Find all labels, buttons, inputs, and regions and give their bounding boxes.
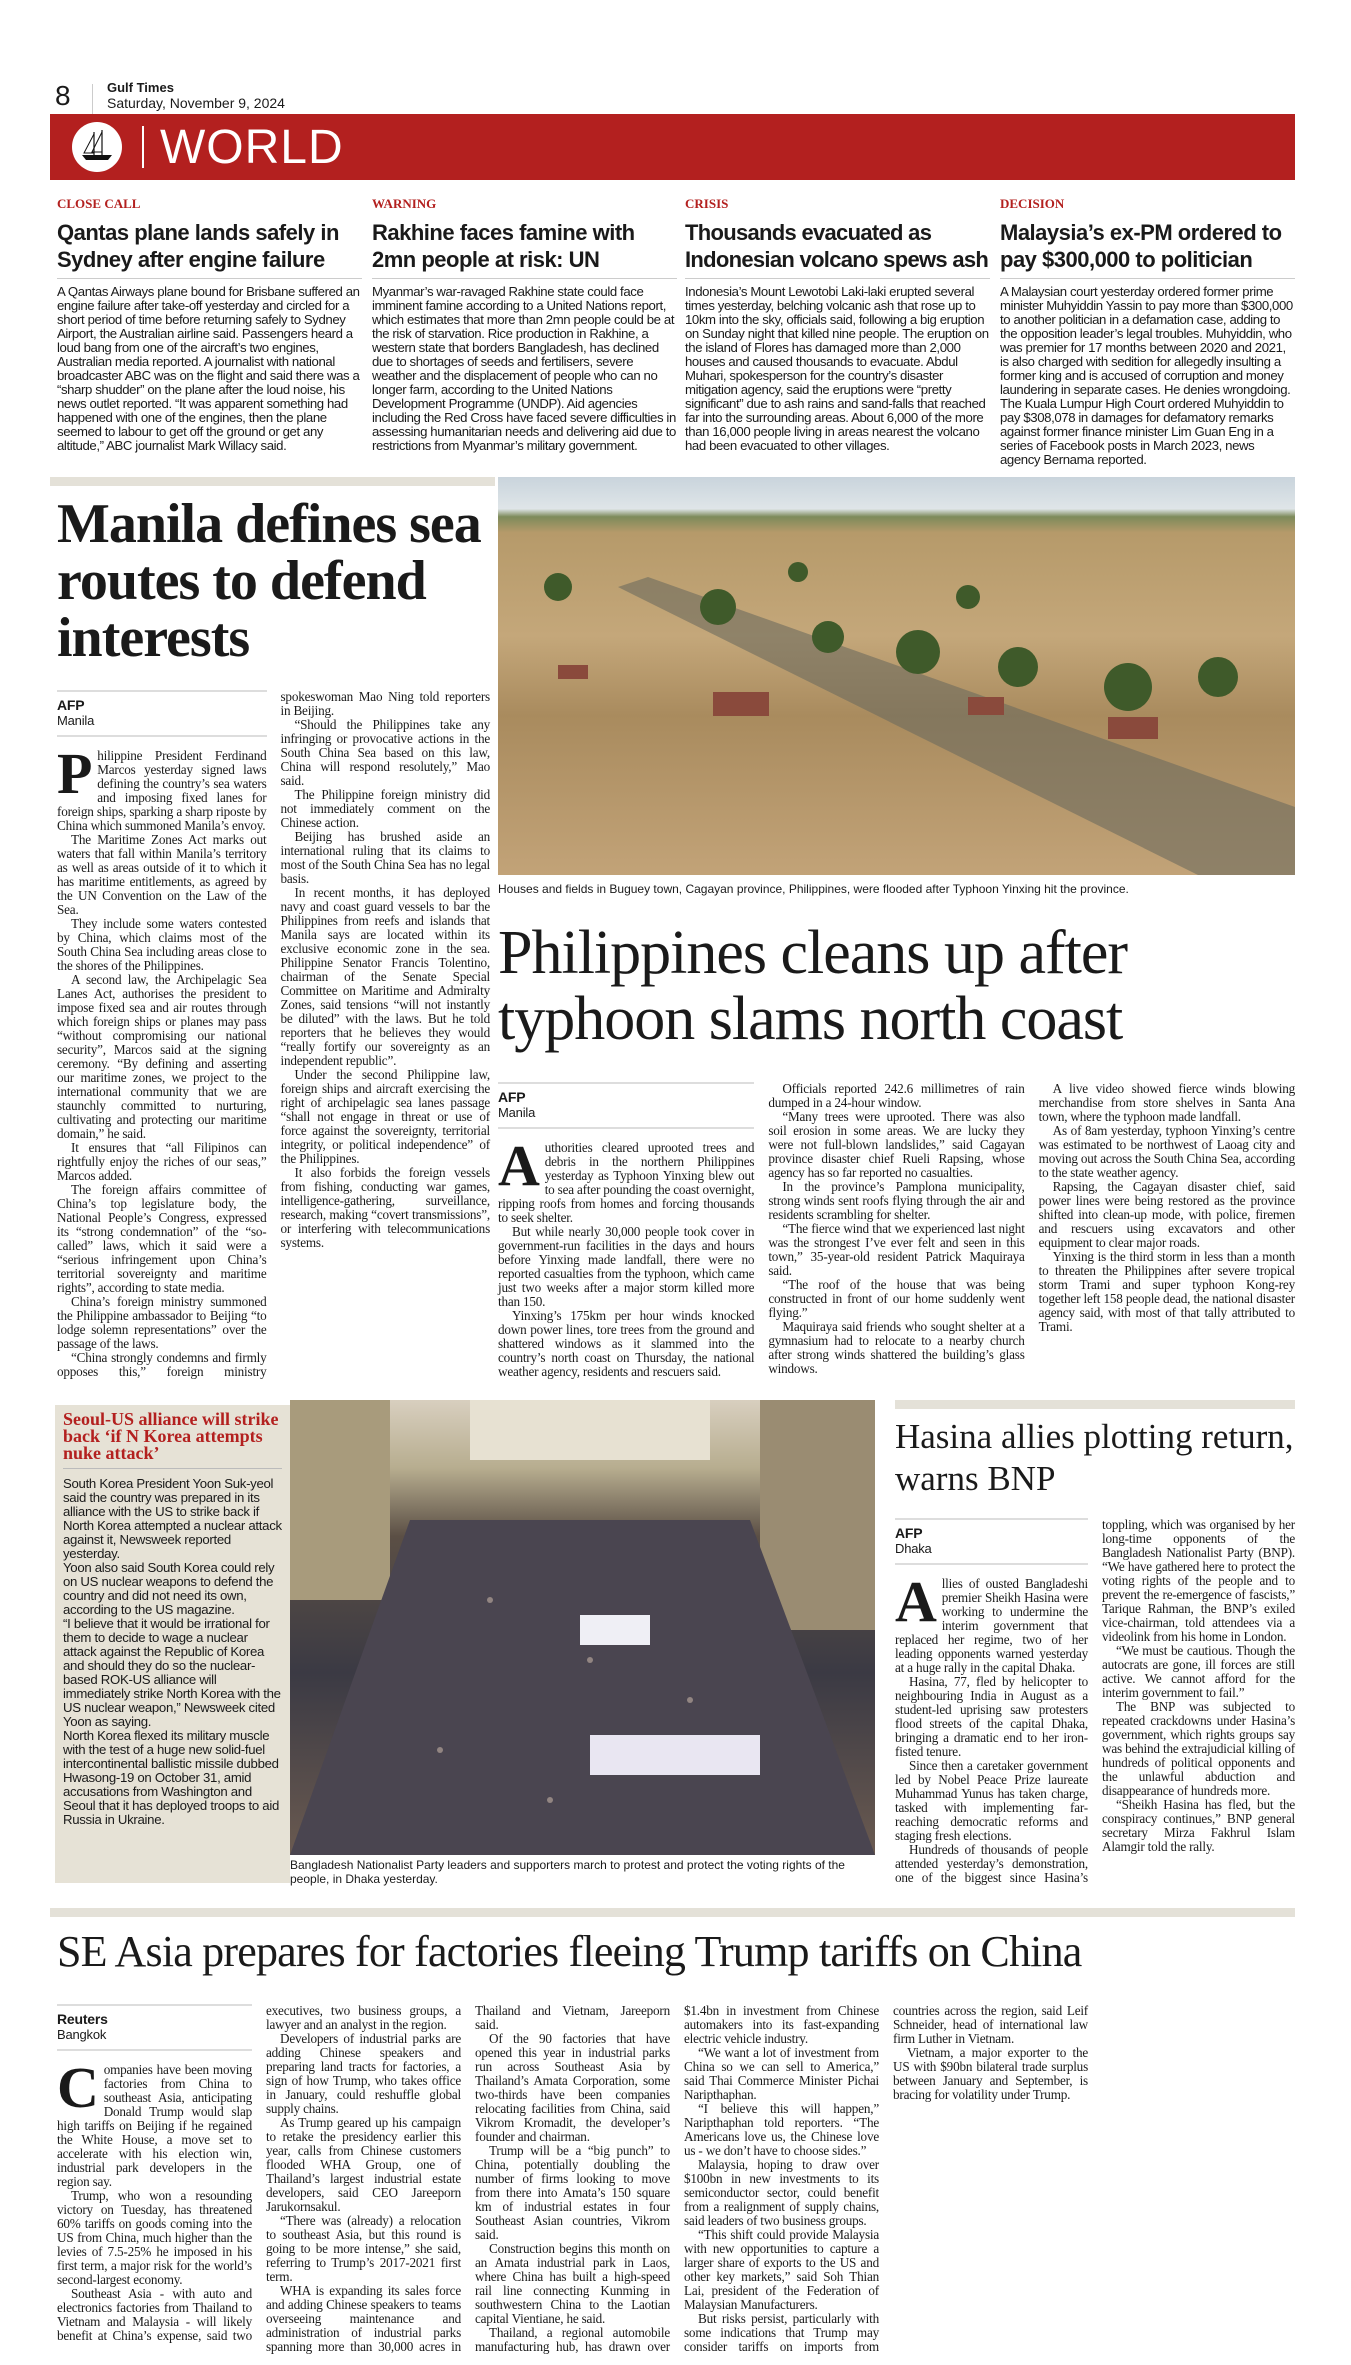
seasia-body — [57, 2004, 1297, 2354]
paragraph-text: llies of ousted Bangladeshi premier Sheikh Hasina were working to undermine the interim government that replaced her regime, two of her leading opponents warned yesterday at a huge rally in the capital Dhaka. — [895, 1576, 1088, 1675]
protest-photo — [290, 1400, 875, 1855]
issue-date: Saturday, November 9, 2024 — [107, 95, 285, 111]
paragraph-text: Vietnam, a major exporter to the US with $90bn bilateral trade surplus between January and September, is bracing for volatility under Trump. — [893, 2045, 1088, 2102]
flood-caption: Houses and fields in Buguey town, Cagayan province, Philippines, were flooded after Typhoon Yinxing hit the province. — [498, 882, 1129, 896]
brief-text: A Qantas Airways plane bound for Brisbane suffered an engine failure after take-off yesterday and circled for a short period of time before returning safely to Sydney Airport, the Australian airline said. Passengers heard a loud bang from one of the aircraft’s two engines, Australian media reported. A journalist with national broadcaster ABC was on the flight and said there was a “sharp shudder” on the plane after the loud noise, his news outlet reported. “It was apparent something had happened with one of the engines, then the plane seemed to labour to get off the ground or get any altitude,” ABC journalist Mark Willacy said. — [57, 284, 360, 453]
brief-text: A Malaysian court yesterday ordered former prime minister Muhyiddin Yassin to pay more than $300,000 to another politician in a defamation case, adding to the opposition leader’s legal troubles. Muhyiddin, who was premier for 17 months between 2020 and 2021, is also charged with sedition for allegedly insulting a former king and is accused of corruption and money laundering in separate cases. He denies wrongdoing. The Kuala Lumpur High Court ordered Muhyiddin to pay $308,078 in damages for defamatory remarks against former finance minister Lim Guan Eng in a series of Facebook posts in March 2023, news agency Bernama reported. — [1000, 284, 1293, 467]
paragraph — [266, 2116, 461, 2214]
paragraph-text: “We must be cautious. Though the autocrats are gone, ill forces are still active. We cannot afford for the interim government to fail.” — [1102, 1643, 1295, 1700]
paragraph — [281, 886, 491, 1068]
paragraph-text: In the province’s Pamplona municipality, strong winds sent roofs flying through the air and residents scrambling for shelter. — [768, 1179, 1025, 1222]
paragraph — [57, 741, 267, 833]
kicker: CLOSE CALL — [57, 196, 141, 211]
paragraph — [63, 1729, 282, 1827]
paragraph-text: Trump will be a “big punch” to China, potentially doubling the number of firms looking to move from there into Amata’s 150 square km of industrial estates in four Southeast Asian countries, Vikrom said. — [475, 2143, 670, 2242]
paragraph — [498, 1309, 754, 1379]
brief-headline: Qantas plane lands safely in Sydney after engine failure — [57, 220, 339, 272]
kicker: WARNING — [372, 196, 437, 211]
divider — [895, 1400, 1295, 1409]
dateline: Dhaka — [895, 1541, 932, 1556]
paragraph — [475, 2242, 670, 2326]
section-title: WORLD — [160, 121, 344, 174]
paragraph — [63, 1617, 282, 1729]
divider — [92, 84, 93, 114]
paragraph-text: “Many trees were uprooted. There was also soil erosion in some areas. We are lucky they were not full-blown landslides,” said Cagayan province disaster chief Rueli Rapsing, whose agency has so far reported no casualties. — [768, 1109, 1025, 1180]
paragraph — [1039, 1180, 1295, 1250]
paragraph — [768, 1110, 1024, 1180]
paragraph — [57, 973, 267, 1141]
paragraph-text: Thailand, a regional automobile manufacturing hub, has drawn over $1.4bn in investment from Chinese automakers into its fast-expanding electric vehicle industry. — [475, 2003, 879, 2354]
paragraph-text: hilippine President Ferdinand Marcos yesterday signed laws defining the country’s sea waters and imposing fixed lanes for foreign ships, sparking a sharp riposte by China which summoned Manila’s envoy. — [57, 748, 267, 833]
paragraph — [57, 1183, 267, 1295]
divider — [50, 1908, 1295, 1917]
brief-headline: Malaysia’s ex-PM ordered to pay $300,000 to politician — [1000, 220, 1282, 272]
paragraph-text: WHA is expanding its sales force and adding Chinese speakers to teams overseeing maintenance and administration of industrial parks spanning more than 30,000 acres in Thailand and Vietnam, Jareeporn said. — [266, 2003, 670, 2354]
paragraph-text: Hundreds of thousands of people attended yesterday’s demonstration, one of the biggest since Hasina’s toppling, which was organised by her long-time opponents of the Bangladesh Nationalist Party (BNP). “We have gathered here to protect the voting rights of the people and to prevent the re-emergence of fascists,” Tarique Rahman, the BNP’s exiled vice-chairman, told attendees via a videolink from his home in London. — [895, 1517, 1295, 1885]
byline — [57, 690, 267, 737]
paragraph — [1102, 1700, 1295, 1798]
paragraph — [1039, 1082, 1295, 1124]
paragraph-text: Yinxing is the third storm in less than a month to threaten the Philippines after severe tropical storm Trami and super typhoon Kong-rey together left 158 people dead, the national disaster agency said, with most of that tally attributed to Trami. — [1038, 1249, 1295, 1334]
paragraph — [498, 1133, 755, 1225]
paragraph — [57, 917, 267, 973]
paragraph — [281, 1068, 491, 1166]
paragraph-text: It ensures that “all Filipinos can rightfully enjoy the riches of our seas,” Marcos added. — [57, 1140, 267, 1183]
paragraph-text: Since then a caretaker government led by Nobel Peace Prize laureate Muhammad Yunus has taken charge, tasked with implementing far-reaching democratic reforms and staging fresh elections. — [895, 1758, 1088, 1843]
paragraph-text: “This shift could provide Malaysia with new opportunities to capture a larger share of exports to the US and other key markets,” said Soh Thian Lai, president of the Federation of Malaysian Manufacturers. — [684, 2227, 879, 2312]
agency: AFP — [498, 1089, 526, 1105]
manila-headline: Manila defines sea routes to defend interests — [57, 493, 481, 669]
protest-caption: Bangladesh Nationalist Party leaders and supporters march to protest and protect the voting rights of the people, in Dhaka yesterday. — [290, 1858, 845, 1886]
seasia-headline: SE Asia prepares for factories fleeing Trump tariffs on China — [57, 1927, 1082, 1976]
paragraph — [1102, 1644, 1295, 1700]
paragraph-text: “There was (already) a relocation to southeast Asia, but this round is going to be more intense,” she said, referring to Trump’s 2017-2021 first term. — [266, 2213, 461, 2284]
paragraph — [57, 1141, 267, 1183]
dateline: Bangkok — [57, 2027, 107, 2042]
paragraph — [1102, 1798, 1295, 1854]
drop-cap: P — [57, 741, 93, 806]
paragraph-text: “I believe this will happen,” Naripthaphan told reporters. “The Americans love us, the Chinese love us - we don’t have to choose sides.” — [684, 2101, 879, 2158]
seoul-sidebar — [55, 1405, 290, 1883]
dateline: Manila — [57, 713, 95, 728]
paragraph-text: “The roof of the house that was being constructed in front of our home suddenly went flying.” — [768, 1277, 1025, 1320]
paragraph — [895, 1675, 1088, 1759]
paragraph — [768, 1180, 1024, 1222]
brief-text: Myanmar’s war-ravaged Rakhine state could face imminent famine according to a United Nations report, which estimates that more than 2mn people could be at the risk of starvation. Rice production in Rakhine, a western state that borders Bangladesh, has declined due to shortages of seeds and fertilisers, severe weather and the displacement of people who can no longer farm, according to the United Nations Development Programme (UNDP). Aid agencies including the Red Cross have faced severe difficulties in assessing humanitarian needs and delivering aid due to restrictions from Myanmar’s military government. — [372, 284, 676, 453]
paragraph-text: The BNP was subjected to repeated crackdowns under Hasina’s government, which rights groups say was behind the extrajudicial killing of hundreds of political opponents and the unlawful abduction and disappearance of hundreds more. — [1102, 1699, 1295, 1798]
paragraph-text: Trump, who won a resounding victory on Tuesday, has threatened 60% tariffs on goods coming into the US from China, much higher than the levies of 7.5-25% he imposed in his first term, a major risk for the world’s second-largest economy. — [57, 2188, 252, 2287]
agency: AFP — [57, 697, 85, 713]
section-banner — [50, 114, 1295, 180]
paragraph — [266, 2214, 461, 2284]
paragraph-text: Construction begins this month on an Amata industrial park in Laos, where China has built a high-speed rail line connecting Kunming in southwestern China to the Laotian capital Vientiane, he said. — [475, 2241, 670, 2326]
drop-cap: C — [57, 2055, 99, 2120]
paragraph-text: uthorities cleared uprooted trees and debris in the northern Philippines yesterday as Typhoon Yinxing blew out to sea after pounding the coast overnight, ripping roofs from homes and forcing thousands to seek shelter. — [498, 1140, 755, 1225]
paragraph-text: Under the second Philippine law, foreign ships and aircraft exercising the right of archipelagic sea lanes passage “shall not engage in threat or use of force against the sovereignty, territorial integrity, or political independence” of the Philippines. — [280, 1067, 490, 1166]
paragraph-text: “Sheikh Hasina has fled, but the conspiracy continues,” BNP general secretary Mirza Fakhrul Islam Alamgir told the rally. — [1102, 1797, 1295, 1854]
paragraph-text: Malaysia, hoping to draw over $100bn in new investments to its semiconductor sector, could benefit from a realignment of supply chains, said leaders of two business groups. — [684, 2157, 879, 2228]
byline — [895, 1518, 1088, 1565]
paragraph-text: It also forbids the foreign vessels from fishing, conducting war games, intelligence-gathering, surveillance, research, making “covert transmissions”, or interfering with telecommunications systems. — [280, 1165, 490, 1250]
paragraph-text: But while nearly 30,000 people took cover in government-run facilities in the days and hours before Yinxing made landfall, there were no reported casualties from the typhoon, which came just two weeks after a major storm killed more than 150. — [498, 1224, 755, 1309]
paragraph — [768, 1320, 1024, 1376]
paragraph-text: A live video showed fierce winds blowing merchandise from store shelves in Santa Ana town, where the typhoon made landfall. — [1038, 1081, 1295, 1124]
paragraph — [684, 2046, 879, 2102]
brief-rakhine — [372, 196, 677, 467]
hasina-body — [895, 1518, 1295, 1896]
brief-malaysia — [1000, 196, 1295, 467]
paragraph-text: Of the 90 factories that have opened this year in industrial parks run across Southeast Asia by Thailand’s Amata Corporation, some two-thirds have been companies relocating facilities from China, said Vikrom Kromadit, the developer’s founder and chairman. — [475, 2031, 670, 2144]
paragraph-text: In recent months, it has deployed navy and coast guard vessels to bar the Philippines from reefs and islands that Manila says are located within its exclusive economic zone in the sea. Philippine Senator Francis Tolentino, chairman of the Senate Special Committee on Maritime and Admiralty Zones, said tensions “will not instantly be diluted” with the laws. But he told reporters that he believes they would “really fortify our sovereignty as an independent republic”. — [280, 885, 490, 1068]
paragraph-text: “I believe that it would be irrational for them to decide to wage a nuclear attack against the Republic of Korea and should they do so the nuclear-based ROK-US alliance will immediately strike North Korea with the US nuclear weapon,” Newsweek cited Yoon as saying. — [63, 1616, 281, 1729]
paragraph-text: Rapsing, the Cagayan disaster chief, said power lines were being restored as the province shifted into clean-up mode, with police, firemen and rescuers using excavators and other equipment to clear major roads. — [1038, 1179, 1295, 1250]
paragraph — [63, 1561, 282, 1617]
paragraph-text: The Philippine foreign ministry did not immediately comment on the Chinese action. — [280, 787, 490, 830]
paragraph-text: Hasina, 77, fled by helicopter to neighbouring India in August as a student-led uprising saw protesters flood streets of the capital Dhaka, bringing a dramatic end to her iron-fisted tenure. — [895, 1674, 1088, 1759]
paragraph — [63, 1477, 282, 1561]
paper-name: Gulf Times — [107, 80, 174, 95]
divider — [57, 278, 362, 279]
paragraph-text: A second law, the Archipelagic Sea Lanes Act, authorises the president to impose fixed sea and air routes through which foreign ships or planes may pass “without compromising our national security”, Marcos said at the signing ceremony. “By defining and asserting our maritime zones, we project to the international community that we are staunchly committed to nurturing, cultivating and protecting our maritime domain,” he said. — [57, 972, 267, 1141]
hasina-headline: Hasina allies plotting return, warns BNP — [895, 1417, 1294, 1498]
paragraph-text: South Korea President Yoon Suk-yeol said the country was prepared in its alliance with the US to strike back if North Korea attempted a nuclear attack against it, Newsweek reported yesterday. — [63, 1476, 282, 1561]
divider — [685, 278, 990, 279]
paragraph-text: As Trump geared up his campaign to retake the presidency earlier this year, calls from Chinese customers flooded WHA Group, one of Thailand’s largest industrial estate developers, said CEO Jareeporn Jarukornsakul. — [266, 2115, 461, 2214]
typhoon-headline: Philippines cleans up after typhoon slams north coast — [498, 919, 1127, 1053]
paragraph — [895, 1759, 1088, 1843]
paragraph-text: The foreign affairs committee of China’s top legislature body, the National People’s Congress, expressed its “strong condemnation” of the “so-called” laws, which it said were a “serious infringement upon China’s territorial sovereignty and maritime rights”, according to state media. — [57, 1182, 267, 1295]
paragraph — [281, 718, 491, 788]
paragraph — [498, 1225, 754, 1309]
paragraph — [475, 2032, 670, 2144]
paragraph — [893, 2046, 1088, 2102]
paragraph-text: The Maritime Zones Act marks out waters that fall within Manila’s territory as well as areas outside of it to which it has maritime entitlements, as agreed by the UN Convention on the Law of the Sea. — [57, 832, 267, 917]
flood-photo — [498, 477, 1295, 875]
divider — [142, 126, 144, 168]
paragraph-text: Yoon also said South Korea could rely on US nuclear weapons to defend the country and did not need its own, according to the US magazine. — [63, 1560, 275, 1617]
paragraph — [281, 788, 491, 830]
paragraph — [475, 2144, 670, 2242]
paragraph-text: Officials reported 242.6 millimetres of rain dumped in a 24-hour window. — [768, 1081, 1025, 1110]
paragraph — [684, 2158, 879, 2228]
drop-cap: A — [895, 1569, 937, 1634]
divider — [50, 477, 495, 486]
dhow-logo-icon — [72, 122, 122, 172]
drop-cap: A — [498, 1133, 540, 1198]
paragraph — [768, 1082, 1024, 1110]
sidebar-headline: Seoul-US alliance will strike back ‘if N Korea attempts nuke attack’ — [63, 1411, 282, 1469]
paragraph — [768, 1278, 1024, 1320]
paragraph-text: Beijing has brushed aside an international ruling that its claims to most of the South China Sea has no legal basis. — [280, 829, 490, 886]
paragraph-text: Developers of industrial parks are adding Chinese speakers and preparing land tracts for factories, a sign of how Trump, who takes office in January, could reshuffle global supply chains. — [266, 2031, 461, 2116]
paragraph — [57, 2189, 252, 2287]
paragraph-text: Maquiraya said friends who sought shelter at a gymnasium had to relocate to a nearby church after strong winds shattered the building’s glass windows. — [768, 1319, 1025, 1376]
brief-headline: Thousands evacuated as Indonesian volcano spews ash — [685, 220, 989, 272]
byline — [57, 2004, 252, 2051]
dateline: Manila — [498, 1105, 536, 1120]
paragraph — [1039, 1124, 1295, 1180]
paragraph — [895, 1569, 1088, 1675]
paragraph — [57, 1295, 267, 1351]
paragraph-text: But risks persist, particularly with some indications that Trump may consider tariffs on imports from countries across the region, said Leif Schneider, head of international law firm Luther in Vietnam. — [684, 2003, 1088, 2354]
paragraph — [1039, 1250, 1295, 1334]
typhoon-body — [498, 1082, 1295, 1396]
paragraph-text: “China strongly condemns and firmly opposes this,” foreign ministry spokeswoman Mao Ning told reporters in Beijing. — [57, 689, 490, 1379]
paragraph-text: “Should the Philippines take any infringing or provocative actions in the South China Sea based on this law, China will respond resolutely,” Mao said. — [280, 717, 490, 788]
paragraph-text: They include some waters contested by China, which claims most of the South China Sea including areas close to the shores of the Philippines. — [57, 916, 267, 973]
manila-body — [57, 690, 490, 1398]
page-number: 8 — [55, 80, 71, 111]
paragraph — [281, 830, 491, 886]
paragraph — [57, 833, 267, 917]
paragraph — [57, 2055, 252, 2189]
byline — [498, 1082, 754, 1129]
agency: Reuters — [57, 2011, 108, 2027]
paragraph-text: As of 8am yesterday, typhoon Yinxing’s centre was estimated to be northwest of Laoag city and moving out across the South China Sea, according to the state weather agency. — [1038, 1123, 1295, 1180]
paragraph — [768, 1222, 1024, 1278]
paragraph — [684, 2102, 879, 2158]
paragraph-text: Southeast Asia - with auto and electronics factories from Thailand to Vietnam and Malaysia - will likely benefit at China’s expense, said two executives, two business groups, a lawyer and an analyst in the region. — [57, 2003, 461, 2343]
kicker: DECISION — [1000, 196, 1065, 211]
kicker: CRISIS — [685, 196, 729, 211]
paragraph-text: North Korea flexed its military muscle with the test of a huge new solid-fuel intercontinental ballistic missile dubbed Hwasong-19 on October 31, amid accusations from Washington and Seoul that it has deployed troops to aid Russia in Ukraine. — [63, 1728, 280, 1827]
paragraph — [266, 2032, 461, 2116]
paragraph-text: Yinxing’s 175km per hour winds knocked down power lines, tore trees from the ground and shattered windows as it slammed into the country’s north coast on Thursday, the national weather agency, residents and rescuers said. — [498, 1308, 755, 1379]
paragraph-text: China’s foreign ministry summoned the Philippine ambassador to Beijing “to lodge solemn representations” over the passage of the laws. — [57, 1294, 267, 1351]
brief-headline: Rakhine faces famine with 2mn people at risk: UN — [372, 220, 635, 272]
paragraph-text: ompanies have been moving factories from China to southeast Asia, anticipating Donald Trump would slap high tariffs on Beijing if he regained the White House, a move set to accelerate with his election win, industrial park developers in the region say. — [57, 2062, 252, 2189]
paragraph-text: “We want a lot of investment from China so we can sell to America,” said Thai Commerce Minister Pichai Naripthaphan. — [684, 2045, 879, 2102]
sidebar-body — [63, 1477, 282, 1877]
divider — [1000, 278, 1295, 279]
paragraph-text: “The fierce wind that we experienced last night was the strongest I’ve ever felt and seen in this town,” 35-year-old resident Patrick Maquiraya said. — [768, 1221, 1025, 1278]
brief-volcano — [685, 196, 990, 467]
divider — [372, 278, 677, 279]
paragraph — [684, 2228, 879, 2312]
paragraph — [281, 1166, 491, 1250]
agency: AFP — [895, 1525, 923, 1541]
brief-qantas — [57, 196, 362, 467]
brief-text: Indonesia’s Mount Lewotobi Laki-laki erupted several times yesterday, belching volcanic ash that rose up to 10km into the sky, officials said, following a big eruption on Sunday night that killed nine people. The eruption on the island of Flores has damaged more than 2,000 houses and caused thousands to evacuate. Abdul Muhari, spokesperson for the country’s disaster mitigation agency, said the eruptions were “pretty significant” due to ash rains and sand-falls that reached far into the surrounding areas. About 6,000 of the more than 16,000 people living in areas nearest the volcano had been evacuated to other villages. — [685, 284, 989, 453]
